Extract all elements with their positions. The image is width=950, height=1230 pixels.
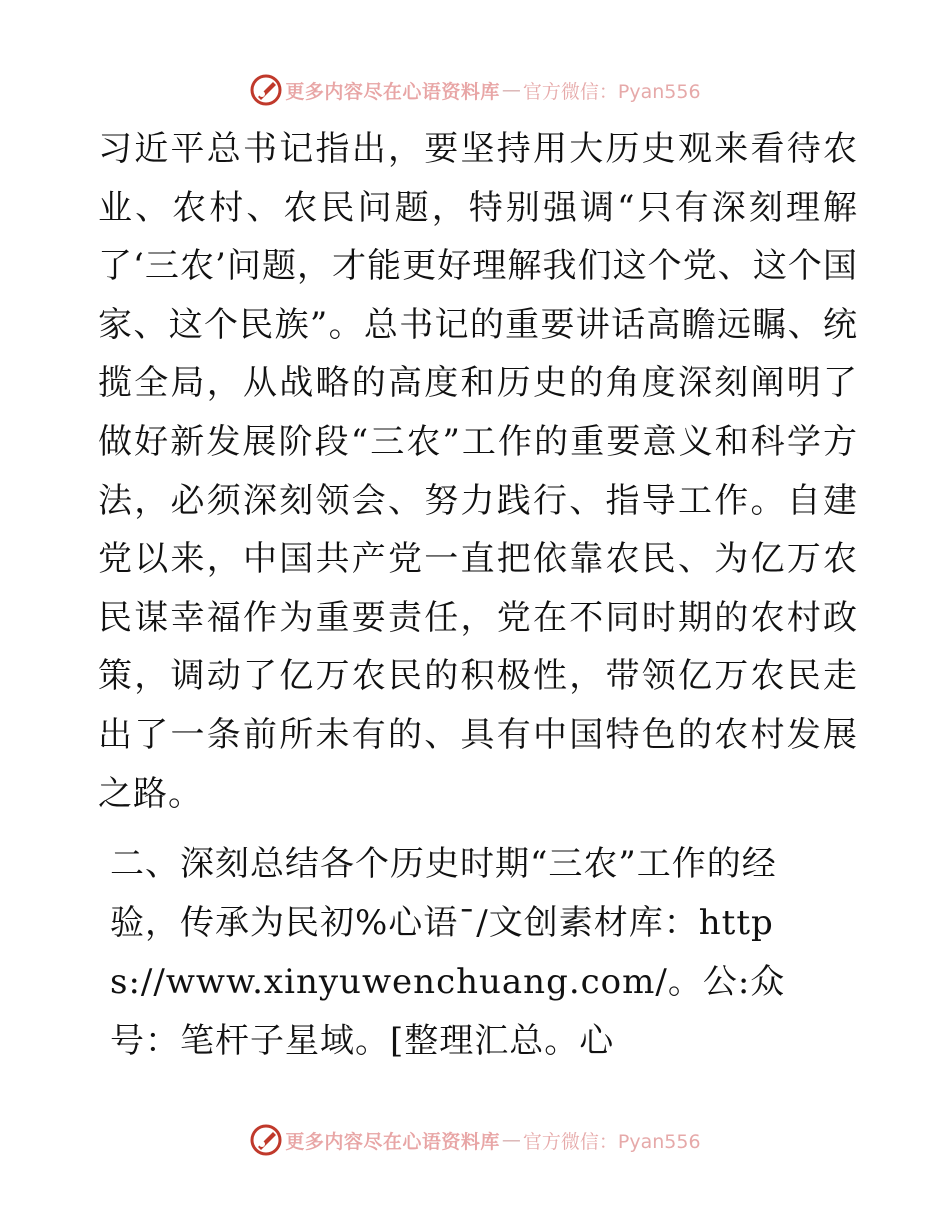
document-body (98, 120, 858, 1105)
section-heading: 二、深刻总结各个历史时期“三农”工作的经验，传承为民初%心语¯/文创素材库：https://www.xinyuwenchuang.com/。公:众号：笔杆子星域。[整理汇总。心 (110, 844, 786, 1062)
banner-site-text: 更多内容尽在心语资料库 (285, 1130, 500, 1153)
footer-banner (0, 1120, 950, 1160)
banner-separator: — (501, 1129, 521, 1151)
banner-contact-text: 官方微信：Pyan556 (522, 80, 701, 103)
banner-site-text: 更多内容尽在心语资料库 (285, 80, 500, 103)
brand-logo-icon (249, 73, 283, 107)
banner-separator: — (501, 79, 521, 101)
banner-contact-text: 官方微信：Pyan556 (522, 1130, 701, 1153)
header-banner (0, 70, 950, 110)
body-paragraph: 习近平总书记指出，要坚持用大历史观来看待农业、农村、农民问题，特别强调“只有深刻理解了‘三农’问题，才能更好理解我们这个党、这个国家、这个民族”。总书记的重要讲话高瞻远瞩、统揽全局，从战略的高度和历史的角度深刻阐明了做好新发展阶段“三农”工作的重要意义和科学方法，必须深刻领会、努力践行、指导工作。自建党以来，中国共产党一直把依靠农民、为亿万农民谋幸福作为重要责任，党在不同时期的农村政策，调动了亿万农民的积极性，带领亿万农民走出了一条前所未有的、具有中国特色的农村发展之路。 (98, 129, 858, 814)
brand-logo-icon (249, 1123, 283, 1157)
